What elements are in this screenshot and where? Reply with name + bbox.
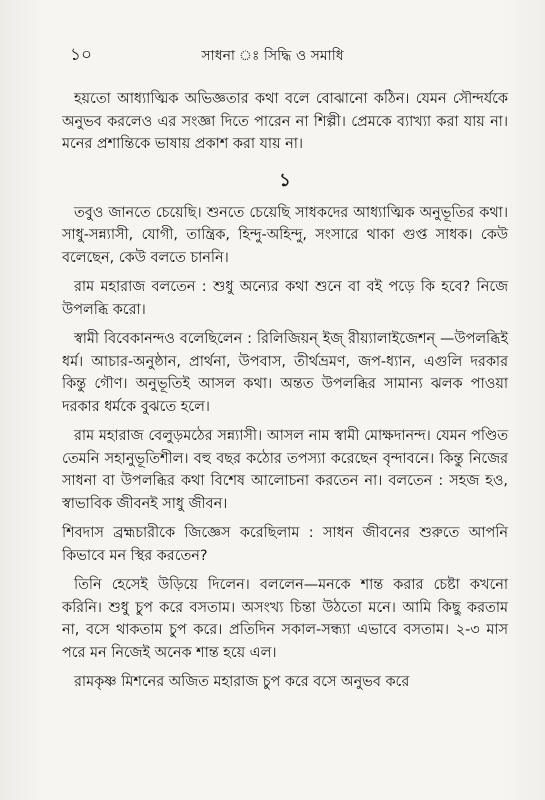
running-title: সাধনা ঃ সিদ্ধি ও সমাধি	[201, 48, 344, 64]
section-number: ১	[279, 169, 291, 191]
body-paragraph: রাম মহারাজ বলতেন : শুধু অন্যের কথা শুনে বা বই পড়ে কি হবে? নিজে উপলব্ধি করো।	[62, 279, 508, 318]
body-paragraph: স্বামী বিবেকানন্দও বলেছিলেন : রিলিজিয়ন্ ইজ্ রীয়্যালাইজেশন্ —উপলব্ধিই ধর্ম। আচার-অনুষ্ঠান, প্রার্থনা, উপবাস, তীর্থভ্রমণ, জপ-ধ্যান, এগুলি দরকার কিন্তু গৌণ। অনুভূতিই আসল কথা। অন্তত উপলব্ধির সামান্য ঝলক পাওয়া দরকার ধর্মকে বুঝতে হলে।	[62, 331, 508, 415]
page-header	[0, 42, 545, 68]
body-paragraph: শিবদাস ব্রহ্মচারীকে জিজ্ঞেস করেছিলাম : সাধন জীবনের শুরুতে আপনি কিভাবে মন স্থির করতেন?	[62, 525, 508, 564]
body-paragraph: তবুও জানতে চেয়েছি। শুনতে চেয়েছি সাধকদের আধ্যাত্মিক অনুভূতির কথা। সাধু-সন্ন্যাসী, যোগী, তান্ত্রিক, হিন্দু-অহিন্দু, সংসারে থাকা গুপ্ত সাধক। কেউ বলেছেন, কেউ বলতে চাননি।	[62, 204, 508, 266]
page-body	[62, 88, 508, 701]
body-paragraph: রামকৃষ্ণ মিশনের অজিত মহারাজ চুপ করে বসে অনুভব করে	[74, 674, 410, 690]
page-number: ১০	[70, 45, 93, 65]
body-paragraph: তিনি হেসেই উড়িয়ে দিলেন। বললেন—মনকে শান্ত করার চেষ্টা কখনো করিনি। শুধু চুপ করে বসতাম। অসংখ্য চিন্তা উঠতো মনে। আমি কিছু করতাম না, বসে থাকতাম চুপ করে। প্রতিদিন সকাল-সন্ধ্যা এভাবে বসতাম। ২-৩ মাস পরে মন নিজেই অনেক শান্ত হয়ে এল।	[62, 577, 508, 661]
intro-paragraph: হয়তো আধ্যাত্মিক অভিজ্ঞতার কথা বলে বোঝানো কঠিন। যেমন সৌন্দর্যকে অনুভব করলেও এর সংজ্ঞা দিতে পারেন না শিল্পী। প্রেমকে ব্যাখ্যা করা যায় না। মনের প্রশান্তিকে ভাষায় প্রকাশ করা যায় না।	[62, 91, 508, 152]
body-paragraph: রাম মহারাজ বেলুড়মঠের সন্ন্যাসী। আসল নাম স্বামী মোক্ষদানন্দ। যেমন পণ্ডিত তেমনি সহানুভূতিশীল। বহু বছর কঠোর তপস্যা করেছেন বৃন্দাবনে। কিন্তু নিজের সাধনা বা উপলব্ধির কথা বিশেষ আলোচনা করতেন না। বলতেন : সহজ হও, স্বাভাবিক জীবনই সাধু জীবন।	[62, 428, 508, 512]
